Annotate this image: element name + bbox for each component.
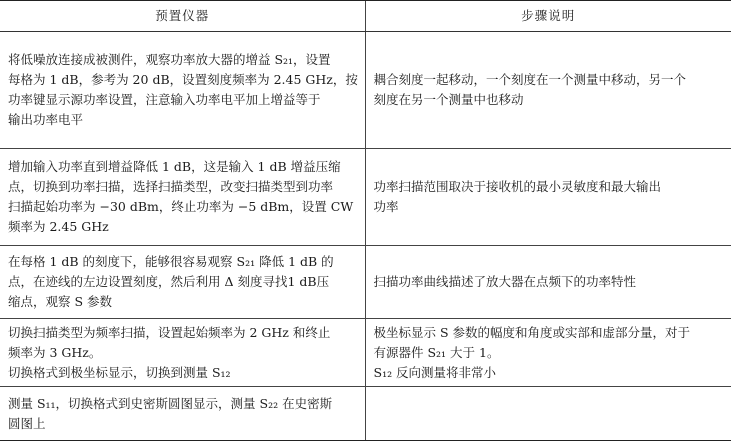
preset-text-line: 增加输入功率直到增益降低 1 dB，这是输入 1 dB 增益压缩 xyxy=(8,159,341,174)
preset-text-line: 功率键显示源功率设置，注意输入功率电平加上增益等于 xyxy=(8,92,321,107)
header-step-description: 步骤说明 xyxy=(365,1,731,32)
preset-text-line: 输出功率电平 xyxy=(8,112,84,127)
description-cell xyxy=(365,32,731,149)
description-text-line: 刻度在另一个测量中也移动 xyxy=(373,92,524,107)
preset-cell xyxy=(0,149,365,246)
table-row xyxy=(0,32,731,149)
preset-text-line: 扫描起始功率为 −30 dBm，终止功率为 −5 dBm，设置 CW xyxy=(8,199,354,214)
preset-cell xyxy=(0,319,365,387)
description-cell xyxy=(365,246,731,319)
description-cell xyxy=(365,149,731,246)
table-row xyxy=(0,319,731,387)
preset-text-line: 点，在迹线的左边设置刻度，然后利用 Δ 刻度寻找1 dB压 xyxy=(8,274,330,289)
description-text-line: 功率扫描范围取决于接收机的最小灵敏度和最大输出 xyxy=(373,179,662,194)
description-text-line: 扫描功率曲线描述了放大器在点频下的功率特性 xyxy=(373,274,637,289)
description-text-line: 耦合刻度一起移动，一个刻度在一个测量中移动，另一个 xyxy=(373,72,687,87)
description-text-line: 极坐标显示 S 参数的幅度和角度或实部和虚部分量，对于 xyxy=(373,324,691,340)
preset-text-line: 将低噪放连接成被测件，观察功率放大器的增益 S₂₁，设置 xyxy=(8,52,331,67)
preset-text-line: 缩点，观察 S 参数 xyxy=(8,294,113,309)
preset-cell xyxy=(0,246,365,319)
description-text-line: 功率 xyxy=(373,199,399,214)
description-text-line: S₁₂ 反向测量将非常小 xyxy=(373,364,497,380)
preset-text-line: 切换格式到极坐标显示，切换到测量 S₁₂ xyxy=(8,364,231,380)
preset-text-line: 点，切换到功率扫描，选择扫描类型，改变扫描类型到功率 xyxy=(8,179,334,194)
preset-cell xyxy=(0,387,365,441)
table-row xyxy=(0,149,731,246)
preset-text-line: 切换扫描类型为频率扫描，设置起始频率为 2 GHz 和终止 xyxy=(8,324,331,340)
table-row xyxy=(0,387,731,441)
description-cell xyxy=(365,319,731,387)
description-text-line: 有源器件 S₂₁ 大于 1。 xyxy=(373,344,500,360)
header-row xyxy=(0,1,731,32)
preset-cell xyxy=(0,32,365,149)
preset-text-line: 每格为 1 dB，参考为 20 dB，设置刻度频率为 2.45 GHz，按 xyxy=(8,72,358,87)
preset-text-line: 频率为 3 GHz。 xyxy=(8,344,102,360)
preset-text-line: 圆图上 xyxy=(8,415,46,431)
preset-text-line: 在每格 1 dB 的刻度下，能够很容易观察 S₂₁ 降低 1 dB 的 xyxy=(8,254,334,269)
table-row xyxy=(0,246,731,319)
description-cell-empty xyxy=(365,387,731,441)
header-preset-instrument: 预置仪器 xyxy=(0,1,365,32)
preset-text-line: 测量 S₁₁，切换格式到史密斯圆图显示，测量 S₂₂ 在史密斯 xyxy=(8,395,333,411)
preset-text-line: 频率为 2.45 GHz xyxy=(8,219,109,234)
